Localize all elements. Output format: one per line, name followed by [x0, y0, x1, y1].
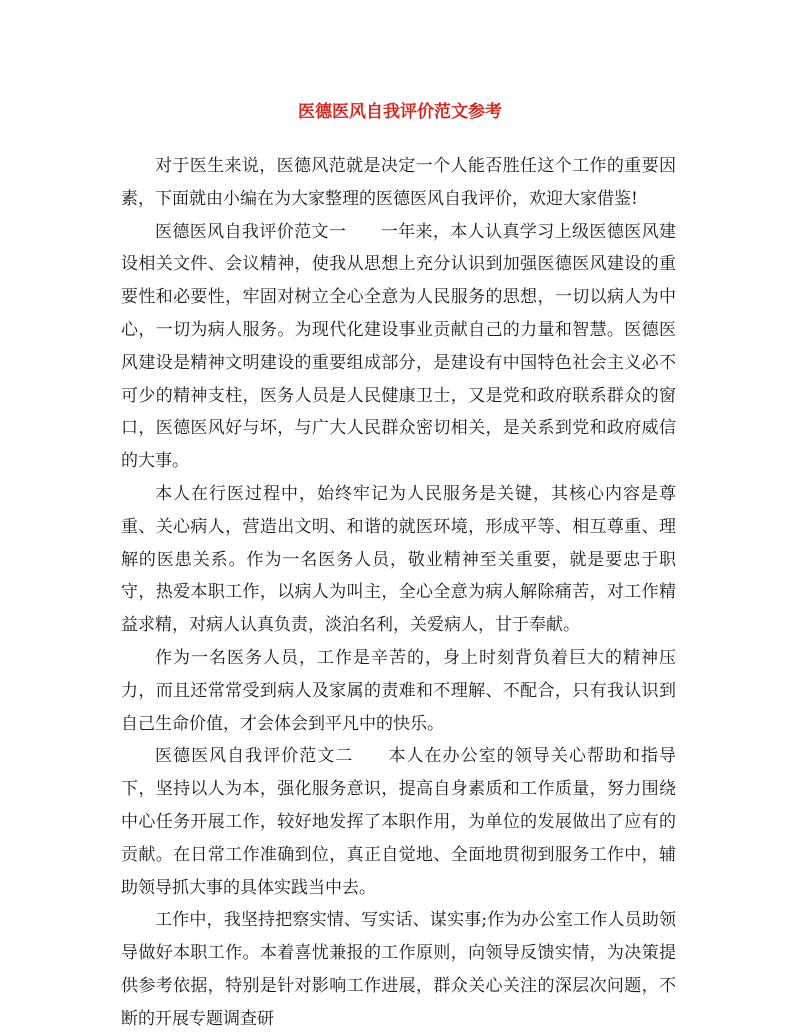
- paragraph-text: 对于医生来说，医德风范就是决定一个人能否胜任这个工作的重要因素，下面就由小编在为大家整理的医德医风自我评价，欢迎大家借鉴!: [121, 156, 676, 209]
- paragraph-practice: [121, 478, 676, 642]
- paragraph-text: 本人在办公室的领导关心帮助和指导下，坚持以人为本，强化服务意识，提高自身素质和工作质量，努力围绕中心任务开展工作，较好地发挥了本职作用，为单位的发展做出了应有的贡献。在日常工作准确到位，真正自觉地、全面地贯彻到服务工作中，辅助领导抓大事的具体实践当中去。: [121, 746, 677, 898]
- paragraph-sample-one: [121, 216, 676, 478]
- paragraph-text: 作为一名医务人员，工作是辛苦的，身上时刻背负着巨大的精神压力，而且还常常受到病人及家属的责难和不理解、不配合，只有我认识到自己生命价值，才会体会到平凡中的快乐。: [121, 647, 676, 734]
- paragraph-text: 工作中，我坚持把察实情、写实话、谋实事;作为办公室工作人员助领导做好本职工作。本着喜忧兼报的工作原则，向领导反馈实情，为决策提供参考依据，特别是针对影响工作进展，群众关心关注的深层次问题，不断的开展专题调查研: [121, 910, 676, 1029]
- paragraph-text: 本人在行医过程中，始终牢记为人民服务是关键，其核心内容是尊重、关心病人，营造出文明、和谐的就医环境，形成平等、相互尊重、理解的医患关系。作为一名医务人员，敬业精神至关重要，就是要忠于职守，热爱本职工作，以病人为叫主，全心全意为病人解除痛苦，对工作精益求精，对病人认真负责，淡泊名利，关爱病人，甘于奉献。: [121, 483, 676, 636]
- document-title: 医德医风自我评价范文参考: [298, 102, 502, 122]
- paragraph-sample-two: [121, 740, 676, 904]
- paragraph-intro: [121, 150, 676, 216]
- document-body: [121, 150, 676, 1036]
- paragraph-hardship: [121, 642, 676, 740]
- section-heading: 医德医风自我评价范文二: [155, 746, 354, 767]
- section-heading: 医德医风自我评价范文一: [155, 221, 347, 242]
- paragraph-text: 一年来，本人认真学习上级医德医风建设相关文件、会议精神，使我从思想上充分认识到加强医德医风建设的重要性和必要性，牢固对树立全心全意为人民服务的思想，一切以病人为中心，一切为病人服务。为现代化建设事业贡献自己的力量和智慧。医德医风建设是精神文明建设的重要组成部分，是建设有中国特色社会主义必不可少的精神支柱，医务人员是人民健康卫士，又是党和政府联系群众的窗口，医德医风好与坏，与广大人民群众密切相关，是关系到党和政府威信的大事。: [121, 221, 677, 472]
- paragraph-work: [121, 904, 676, 1035]
